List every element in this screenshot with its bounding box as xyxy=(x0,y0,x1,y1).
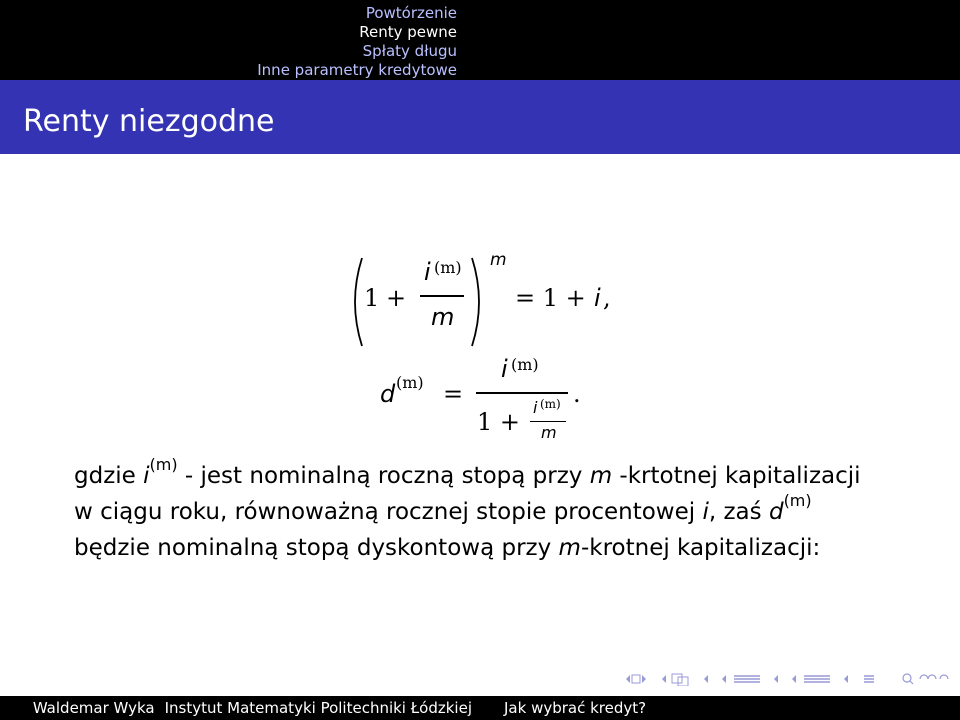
formula-1-fraction-bar xyxy=(420,295,464,297)
body-text-5: będzie nominalną stopą dyskontową przy xyxy=(74,535,559,561)
body-var-d: d xyxy=(768,499,784,525)
body-var-m-2: m xyxy=(558,535,581,561)
footer-bar xyxy=(0,696,960,720)
body-text-6: -krotnej kapitalizacji: xyxy=(580,535,821,561)
formula-2-period: . xyxy=(573,380,581,408)
nav-section-splaty-dlugu[interactable]: Spłaty długu xyxy=(362,42,457,60)
nav-section-prev-next-icon[interactable] xyxy=(720,672,780,686)
footer-right xyxy=(480,696,960,720)
formula-1-rhs: = 1 + xyxy=(515,284,586,312)
nav-section-renty-pewne[interactable]: Renty pewne xyxy=(359,23,457,41)
formula-1-exponent: m xyxy=(490,250,507,270)
body-var-i: i xyxy=(143,463,150,489)
formula-2-denominator-one-plus: 1 + xyxy=(477,408,521,436)
nav-document-prev-next-icon[interactable] xyxy=(790,672,850,686)
right-paren xyxy=(470,256,488,348)
formula-2-inner-fraction-bar xyxy=(530,421,566,422)
body-var-m: m xyxy=(589,463,613,489)
formula-2-equals: = xyxy=(443,380,464,408)
nav-search-icon[interactable] xyxy=(900,672,952,686)
footer-author: Waldemar Wyka xyxy=(32,699,155,717)
left-paren xyxy=(346,256,364,348)
footer-left xyxy=(0,696,480,720)
formula-1-one: 1 xyxy=(364,284,380,312)
formula-2-denominator-m: m xyxy=(541,423,557,442)
body-text-4: , zaś xyxy=(708,499,769,525)
formula-1-comma: , xyxy=(603,284,611,312)
nav-frame-prev-next-icon[interactable] xyxy=(624,672,648,686)
formula-2-numerator-superscript: (m) xyxy=(511,355,539,374)
body-text-1: gdzie xyxy=(74,463,144,489)
formula-2-d: d xyxy=(380,380,396,408)
formula-1-m: m xyxy=(431,303,455,331)
footer-talk-title: Jak wybrać kredyt? xyxy=(504,699,647,717)
formula-1-rhs-i: i xyxy=(594,284,601,312)
formula-2-fraction-bar xyxy=(476,392,568,394)
nav-section-powtorzenie[interactable]: Powtórzenie xyxy=(365,4,457,22)
section-navigation xyxy=(0,0,480,80)
body-sup-m: (m) xyxy=(149,455,178,475)
formula-1-plus: + xyxy=(386,284,407,312)
body-text-3: -krtotnej kapitalizacji w ciągu roku, równoważną rocznej stopie procentowej xyxy=(74,463,861,525)
formula-1-i-superscript: (m) xyxy=(434,258,462,277)
nav-align-icon[interactable] xyxy=(862,672,876,686)
header-bar xyxy=(0,0,960,80)
body-sup-m-2: (m) xyxy=(783,491,812,511)
formula-2-numerator-i: i xyxy=(501,355,508,383)
nav-subsection-prev-next-icon[interactable] xyxy=(660,672,710,686)
formula-2-denominator-i: i xyxy=(533,398,538,417)
formula-1-i: i xyxy=(424,258,431,286)
body-var-i-2: i xyxy=(702,499,709,525)
header-right-panel xyxy=(480,0,960,80)
definition-paragraph xyxy=(74,455,874,566)
nav-section-inne-parametry[interactable]: Inne parametry kredytowe xyxy=(257,61,457,79)
body-text-2: - jest nominalną roczną stopą przy xyxy=(177,463,590,489)
formula-2-d-superscript: (m) xyxy=(396,373,424,392)
frame-title: Renty niezgodne xyxy=(23,104,275,139)
formula-2-denominator-superscript: (m) xyxy=(540,397,561,411)
footer-institute: Instytut Matematyki Politechniki Łódzkiej xyxy=(164,699,472,717)
